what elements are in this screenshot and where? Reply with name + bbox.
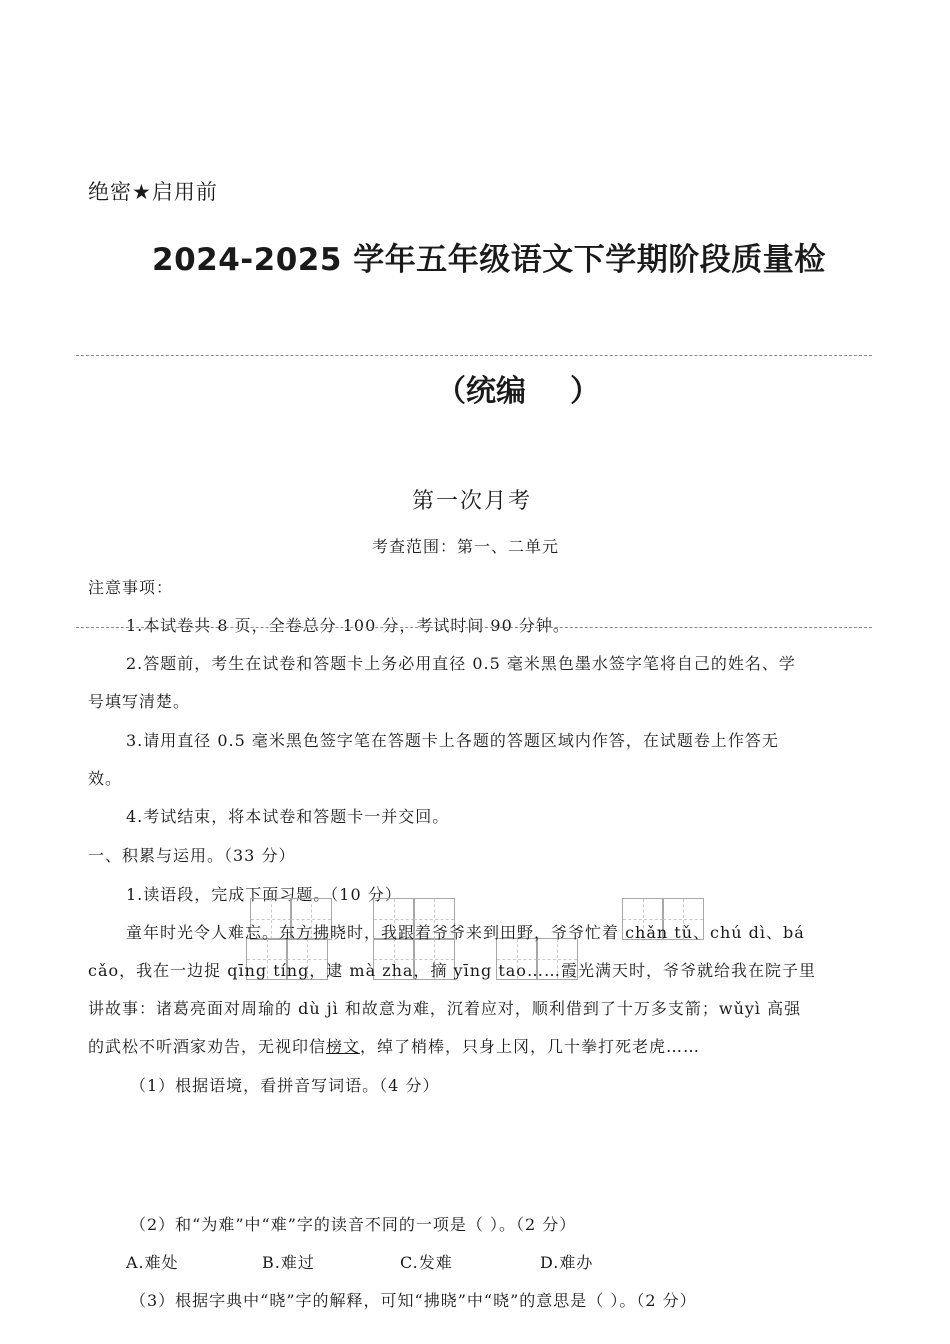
option-d[interactable]: D.难办	[540, 1253, 594, 1272]
passage-line-4-end: ，绰了梢棒，只身上冈，几十拳打死老虎……	[360, 1037, 701, 1056]
sub-question-1: （1）根据语境，看拼音写词语。（4 分）	[130, 1076, 440, 1095]
section-1-heading: 一、积累与运用。（33 分）	[88, 846, 296, 865]
passage-line-2: cǎo，我在一边捉 qīng tíng，逮 mà zha，摘 yīng tao……霞光满天时，爷爷就给我在院子里	[88, 961, 816, 980]
underlined-word: 榜文	[326, 1037, 361, 1056]
option-a[interactable]: A.难处	[126, 1253, 179, 1272]
passage-line-4-start: 的武松不听酒家劝告，无视印信	[88, 1037, 327, 1056]
edition-open: （统编	[436, 374, 526, 409]
notice-item-2-line-2: 号填写清楚。	[88, 692, 191, 711]
option-c[interactable]: C.发难	[400, 1253, 453, 1272]
notice-item-3-line-1: 3.请用直径 0.5 毫米黑色签字笔在答题卡上各题的答题区域内作答，在试题卷上作答无	[126, 731, 779, 750]
question-1: 1.读语段，完成下面习题。（10 分）	[126, 885, 402, 904]
notice-item-1: 1.本试卷共 8 页，全卷总分 100 分，考试时间 90 分钟。	[126, 616, 570, 635]
notice-item-3-line-2: 效。	[88, 769, 123, 788]
exam-scope: 考查范围：第一、二单元	[372, 537, 560, 556]
divider-top	[76, 355, 872, 356]
divider-middle	[76, 627, 872, 628]
exam-title: 2024-2025 学年五年级语文下学期阶段质量检	[152, 242, 826, 278]
edition-close: ）	[570, 374, 600, 409]
notice-item-2-line-1: 2.答题前，考生在试卷和答题卡上务必用直径 0.5 毫米黑色墨水签字笔将自己的姓名、学	[126, 654, 796, 673]
sub-question-3: （3）根据字典中“晓”字的解释，可知“拂晓”中“晓”的意思是（ ）。（2 分）	[130, 1291, 697, 1310]
confidential-mark: 绝密★启用前	[88, 180, 218, 204]
passage-line-1: 童年时光令人难忘。东方拂晓时，我跟着爷爷来到田野，爷爷忙着 chǎn tǔ、chú dì、bá	[126, 923, 805, 942]
edition-label	[436, 366, 600, 410]
notice-heading: 注意事项：	[88, 578, 174, 597]
exam-name: 第一次月考	[412, 489, 533, 514]
sub-question-2: （2）和“为难”中“难”字的读音不同的一项是（ ）。（2 分）	[130, 1215, 577, 1234]
notice-item-4: 4.考试结束，将本试卷和答题卡一并交回。	[126, 807, 450, 826]
option-b[interactable]: B.难过	[262, 1253, 315, 1272]
passage-line-3: 讲故事：诸葛亮面对周瑜的 dù jì 和故意为难，沉着应对，顺利借到了十万多支箭；wǔyì 高强	[88, 999, 802, 1018]
passage-line-4	[88, 1034, 700, 1057]
